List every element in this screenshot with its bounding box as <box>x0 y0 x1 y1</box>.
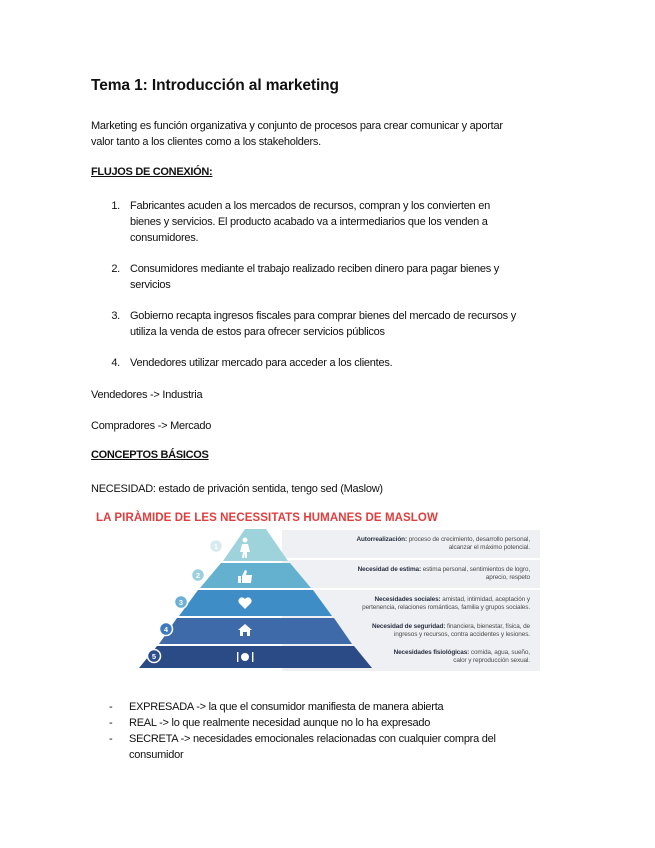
pyramid-level-1 <box>223 529 288 561</box>
level-number-3: 3 <box>178 598 184 607</box>
level-number-1: 1 <box>213 542 219 551</box>
list-item-4-line-1: Vendedores utilizar mercado para acceder a los clientes. <box>130 357 393 369</box>
maslow-level-3-text: Necesidades sociales: amistad, intimidad, aceptación y pertenencia, relaciones románticas, familia y grupos sociales. <box>362 596 530 611</box>
list-item-2-line-1: Consumidores mediante el trabajo realizado reciben dinero para pagar bienes y <box>130 263 500 275</box>
list-item-1-line-1: Fabricantes acuden a los mercados de recursos, compran y los convierten en <box>130 200 490 212</box>
maslow-level-1-text: Autorrealización: proceso de crecimiento, desarrollo personal, alcanzar el máximo potencial. <box>356 536 530 551</box>
list-item-3-line-1: Gobierno recapta ingresos fiscales para comprar bienes del mercado de recursos y <box>130 310 516 322</box>
list-item-number: 3. <box>111 310 120 322</box>
bullet-dash: - <box>109 733 113 745</box>
bullet-secreta-line-2: consumidor <box>129 749 184 761</box>
flujos-heading: FLUJOS DE CONEXIÓN: <box>91 166 213 178</box>
bullet-secreta-line-1: SECRETA -> necesidades emocionales relacionadas con cualquier compra del <box>129 733 496 745</box>
list-item-number: 4. <box>111 357 120 369</box>
list-item-3-line-2: utiliza la venda de estos para ofrecer servicios públicos <box>130 326 385 338</box>
pyramid-level-4 <box>159 618 352 644</box>
maslow-level-2-text: Necesidad de estima: estima personal, sentimientos de logro, aprecio, respeto <box>357 566 530 581</box>
page-title: Tema 1: Introducción al marketing <box>91 77 339 94</box>
level-number-5: 5 <box>151 652 157 661</box>
bullet-real: REAL -> lo que realmente necesidad aunque no lo ha expresado <box>129 717 431 729</box>
intro-line-2: valor tanto a los clientes como a los stakeholders. <box>91 136 321 148</box>
conceptos-heading: CONCEPTOS BÁSICOS <box>91 449 209 461</box>
compradores-line: Compradores -> Mercado <box>91 420 212 432</box>
necesidad-definition: NECESIDAD: estado de privación sentida, tengo sed (Maslow) <box>91 483 383 495</box>
maslow-level-4-text: Necesidad de seguridad: financiera, bienestar, física, de ingresos y recursos, contra accidentes y lesiones. <box>371 623 530 638</box>
list-item-number: 2. <box>111 263 120 275</box>
maslow-level-5-text: Necesidades fisiológicas: comida, agua, sueño, calor y reproducción sexual. <box>393 649 530 664</box>
bullet-expresada: EXPRESADA -> la que el consumidor manifiesta de manera abierta <box>129 701 444 713</box>
intro-line-1: Marketing es función organizativa y conjunto de procesos para crear comunicar y aportar <box>91 120 503 132</box>
list-item-1-line-3: consumidores. <box>130 232 199 244</box>
vendedores-line: Vendedores -> Industria <box>91 389 203 401</box>
pyramid-level-3 <box>179 590 332 616</box>
list-item-1-line-2: bienes y servicios. El producto acabado va a intermediarios que los venden a <box>130 216 488 228</box>
level-number-4: 4 <box>163 625 169 634</box>
maslow-pyramid <box>126 508 540 670</box>
maslow-title: LA PIRÀMIDE DE LES NECESSITATS HUMANES DE MASLOW <box>96 512 438 524</box>
list-item-number: 1. <box>111 200 120 212</box>
bullet-dash: - <box>109 717 113 729</box>
pyramid-level-5 <box>139 646 372 668</box>
pyramid-level-2 <box>200 563 311 588</box>
list-item-2-line-2: servicios <box>130 279 171 291</box>
bullet-dash: - <box>109 701 113 713</box>
level-number-2: 2 <box>195 571 201 580</box>
